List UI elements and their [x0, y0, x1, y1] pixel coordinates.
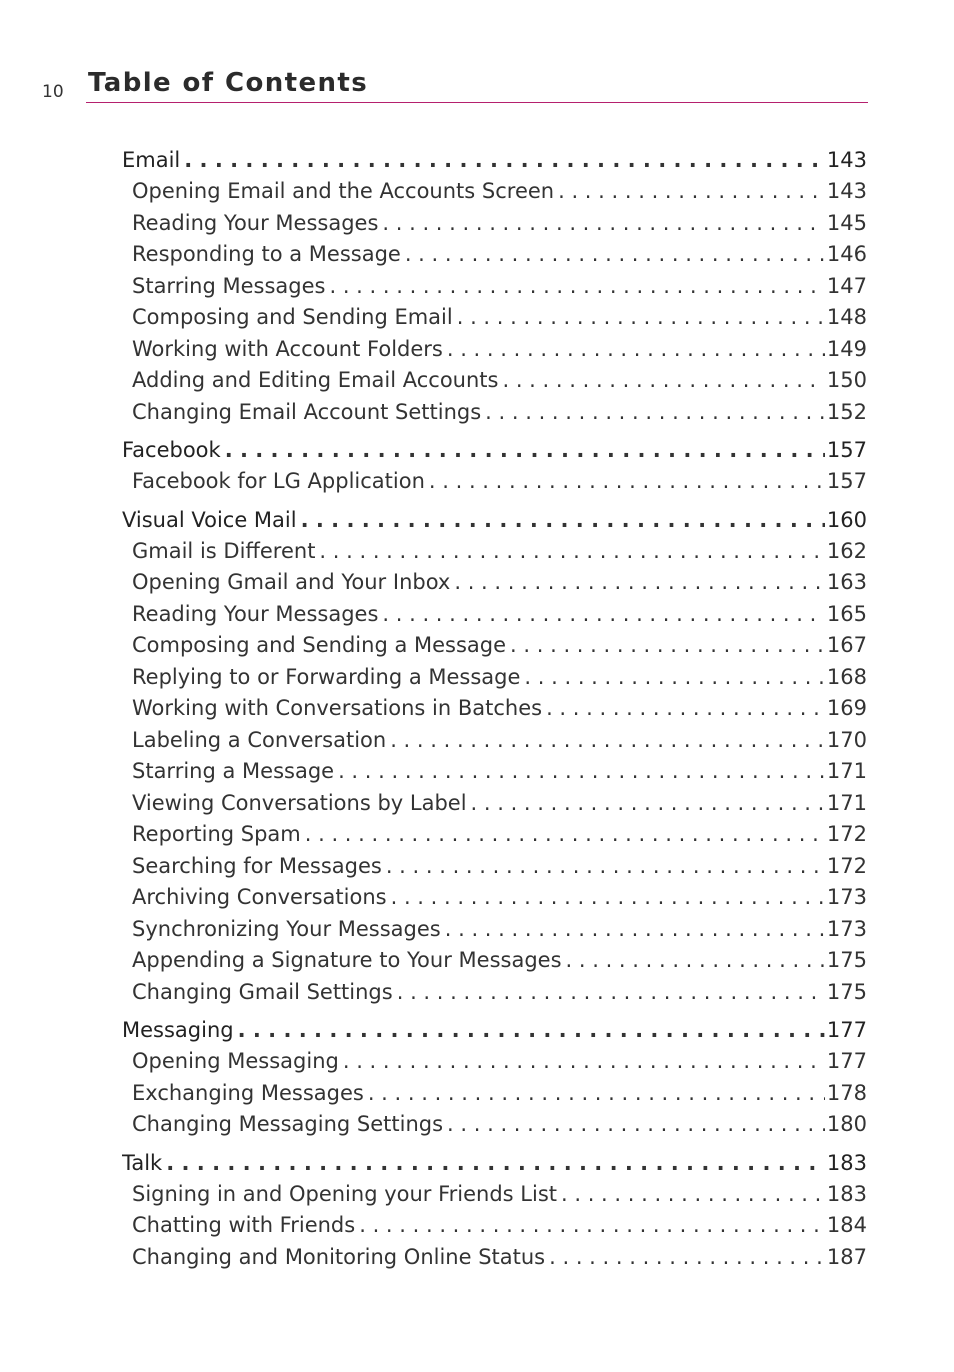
toc-item-label: Composing and Sending a Message: [132, 633, 507, 657]
toc-item-page-number: 147: [826, 273, 867, 298]
toc-item-page-number: 173: [826, 916, 867, 941]
toc-item[interactable]: [122, 599, 867, 631]
toc-item-page-number: 152: [826, 399, 867, 424]
toc-item-page-number: 184: [826, 1213, 867, 1237]
toc-section-label: Visual Voice Mail: [122, 507, 297, 532]
toc-item-label: Signing in and Opening your Friends List: [132, 1181, 557, 1206]
toc-item-label: Synchronizing Your Messages: [132, 916, 441, 941]
toc-item-page-number: 172: [826, 822, 867, 846]
toc-item[interactable]: [122, 567, 867, 599]
dot-leader: [429, 466, 825, 498]
toc-section-page-number: 177: [826, 1018, 867, 1042]
dot-leader: [558, 176, 825, 208]
dot-leader: [397, 977, 825, 1009]
dot-leader: [471, 788, 825, 820]
toc-item-page-number: 143: [826, 179, 867, 203]
toc-item[interactable]: [122, 882, 867, 914]
toc-item-page-number: 172: [826, 853, 867, 878]
page-number: 10: [42, 82, 64, 102]
toc-item-label: Opening Messaging: [132, 1049, 339, 1073]
title-rule: [86, 102, 868, 103]
toc-item[interactable]: [122, 176, 867, 208]
dot-leader: [457, 302, 825, 334]
toc-item-label: Facebook for LG Application: [132, 469, 425, 493]
toc-item-page-number: 148: [826, 305, 867, 329]
toc-item[interactable]: [122, 1210, 867, 1242]
toc-section-label: Facebook: [122, 438, 221, 462]
toc-item-page-number: 170: [826, 727, 867, 752]
dot-leader: [566, 945, 825, 977]
toc-item[interactable]: [122, 693, 867, 725]
toc-item[interactable]: [122, 334, 867, 366]
dot-leader: [305, 819, 825, 851]
dot-leader: [359, 1210, 825, 1242]
dot-leader: [391, 882, 825, 914]
toc-item-page-number: 171: [826, 790, 867, 815]
dot-leader: [502, 365, 824, 397]
toc-item-page-number: 163: [826, 570, 867, 594]
dot-leader: [184, 144, 825, 176]
toc-item-label: Chatting with Friends: [132, 1213, 356, 1237]
toc-item[interactable]: [122, 271, 867, 303]
toc-item-page-number: 165: [826, 601, 867, 626]
toc-item[interactable]: [122, 397, 867, 429]
dot-leader: [166, 1147, 825, 1179]
toc-section[interactable]: [122, 434, 867, 466]
toc-item-label: Changing Messaging Settings: [132, 1112, 444, 1136]
dot-leader: [368, 1078, 825, 1110]
toc-item-label: Composing and Sending Email: [132, 305, 453, 329]
toc-section-page-number: 157: [826, 438, 867, 462]
toc-item[interactable]: [122, 788, 867, 820]
toc-item-label: Changing Email Account Settings: [132, 399, 482, 424]
toc-item[interactable]: [122, 756, 867, 788]
toc-item-label: Working with Conversations in Batches: [132, 696, 543, 720]
toc-item-page-number: 149: [826, 336, 867, 361]
dot-leader: [445, 914, 825, 946]
page-title: Table of Contents: [88, 68, 369, 98]
toc-item-label: Starring a Message: [132, 759, 335, 783]
toc-item-label: Adding and Editing Email Accounts: [132, 368, 499, 392]
dot-leader: [319, 536, 824, 568]
toc-item-page-number: 175: [826, 979, 867, 1004]
toc-item-label: Changing Gmail Settings: [132, 979, 393, 1004]
dot-leader: [546, 693, 825, 725]
toc-item[interactable]: [122, 208, 867, 240]
toc-item-label: Changing and Monitoring Online Status: [132, 1244, 546, 1269]
toc-item[interactable]: [122, 536, 867, 568]
toc-item-page-number: 178: [826, 1080, 867, 1105]
toc-item-label: Working with Account Folders: [132, 336, 443, 361]
toc-item-page-number: 183: [826, 1181, 867, 1206]
dot-leader: [454, 567, 825, 599]
toc-item-page-number: 146: [826, 242, 867, 266]
toc-item-page-number: 169: [826, 696, 867, 720]
dot-leader: [382, 208, 825, 240]
dot-leader: [549, 1242, 825, 1274]
toc-section-label: Talk: [122, 1150, 163, 1175]
dot-leader: [510, 630, 825, 662]
toc-item[interactable]: [122, 914, 867, 946]
toc-item-label: Archiving Conversations: [132, 885, 387, 909]
toc-item-label: Gmail is Different: [132, 538, 316, 563]
toc-item[interactable]: [122, 819, 867, 851]
toc-item-label: Reading Your Messages: [132, 601, 379, 626]
dot-leader: [485, 397, 825, 429]
dot-leader: [382, 599, 825, 631]
toc-item-page-number: 145: [826, 210, 867, 235]
dot-leader: [561, 1179, 825, 1211]
toc-item[interactable]: [122, 977, 867, 1009]
toc-item-page-number: 162: [826, 538, 867, 563]
toc-section[interactable]: [122, 1147, 867, 1179]
toc-item-label: Searching for Messages: [132, 853, 382, 878]
toc-item-page-number: 150: [826, 368, 867, 392]
toc-item-page-number: 173: [826, 885, 867, 909]
toc-item-label: Reading Your Messages: [132, 210, 379, 235]
toc-item[interactable]: [122, 1046, 867, 1078]
toc-item-label: Responding to a Message: [132, 242, 401, 266]
dot-leader: [238, 1014, 825, 1046]
toc-item[interactable]: [122, 365, 867, 397]
toc-item-label: Labeling a Conversation: [132, 727, 387, 752]
toc-section[interactable]: [122, 504, 867, 536]
toc-section-label: Messaging: [122, 1018, 234, 1042]
toc-item-page-number: 187: [826, 1244, 867, 1269]
toc-item-label: Viewing Conversations by Label: [132, 790, 467, 815]
toc-item-label: Exchanging Messages: [132, 1080, 364, 1105]
toc-item-page-number: 167: [826, 633, 867, 657]
toc-section-page-number: 183: [826, 1150, 867, 1175]
dot-leader: [329, 271, 824, 303]
toc-item[interactable]: [122, 239, 867, 271]
dot-leader: [447, 334, 825, 366]
toc-item[interactable]: [122, 1179, 867, 1211]
toc-item-page-number: 168: [826, 664, 867, 689]
toc-item[interactable]: [122, 466, 867, 498]
toc-section-page-number: 160: [826, 507, 867, 532]
toc-item-label: Replying to or Forwarding a Message: [132, 664, 521, 689]
toc-item[interactable]: [122, 945, 867, 977]
table-of-contents: [122, 144, 867, 1273]
toc-item[interactable]: [122, 1242, 867, 1274]
dot-leader: [225, 434, 825, 466]
dot-leader: [338, 756, 825, 788]
toc-item-page-number: 180: [826, 1112, 867, 1136]
toc-item[interactable]: [122, 1109, 867, 1141]
toc-item[interactable]: [122, 630, 867, 662]
dot-leader: [405, 239, 825, 271]
toc-item-label: Appending a Signature to Your Messages: [132, 948, 562, 972]
dot-leader: [343, 1046, 825, 1078]
toc-item[interactable]: [122, 662, 867, 694]
toc-section-page-number: 143: [826, 148, 867, 172]
dot-leader: [386, 851, 825, 883]
toc-item-page-number: 157: [826, 469, 867, 493]
toc-section-label: Email: [122, 148, 181, 172]
dot-leader: [390, 725, 825, 757]
toc-item[interactable]: [122, 851, 867, 883]
toc-section[interactable]: [122, 144, 867, 176]
dot-leader: [301, 504, 825, 536]
dot-leader: [447, 1109, 825, 1141]
toc-section[interactable]: [122, 1014, 867, 1046]
dot-leader: [524, 662, 824, 694]
toc-item-label: Opening Gmail and Your Inbox: [132, 570, 451, 594]
toc-item[interactable]: [122, 302, 867, 334]
toc-item[interactable]: [122, 725, 867, 757]
toc-item[interactable]: [122, 1078, 867, 1110]
toc-item-label: Reporting Spam: [132, 822, 301, 846]
toc-item-label: Starring Messages: [132, 273, 326, 298]
toc-item-label: Opening Email and the Accounts Screen: [132, 179, 555, 203]
toc-item-page-number: 177: [826, 1049, 867, 1073]
toc-item-page-number: 171: [826, 759, 867, 783]
toc-item-page-number: 175: [826, 948, 867, 972]
